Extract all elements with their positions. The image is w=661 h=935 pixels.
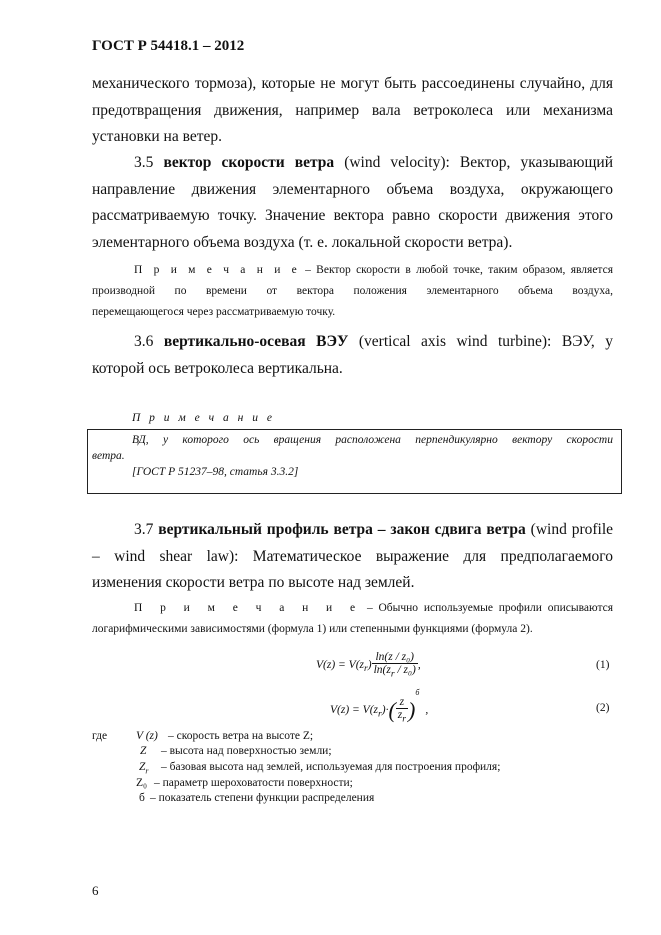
section-number: 3.6 xyxy=(134,333,154,350)
text-line: установки на ветер. xyxy=(92,128,222,145)
fraction-numerator: z xyxy=(396,696,408,709)
formula-sub: r xyxy=(390,668,395,680)
note-label: П р и м е ч а н и е xyxy=(134,264,300,276)
box-line: ВД, у которого ось вращения расположена перпендикулярно вектору скорости xyxy=(132,434,613,446)
box-reference: [ГОСТ Р 51237–98, статья 3.3.2] xyxy=(132,466,299,478)
text-line: логарифмическими зависимостями (формула 1) или степенными функциями (формула 2). xyxy=(92,623,533,635)
section-first-line xyxy=(92,517,613,544)
formula-1: $V(z) = V(z_r)$ $\frac{\text{ln(z / z₀)}}{\ln(z_r / z_0)}$ , xyxy=(316,651,421,680)
formula-sub: r xyxy=(364,663,368,675)
legend-symbol xyxy=(139,761,149,775)
legend-where: где xyxy=(92,730,108,742)
box-note-label: П р и м е ч а н и е xyxy=(132,412,275,424)
legend-symbol: Z xyxy=(140,745,147,757)
term-rest: (wind velocity): Вектор, указывающий xyxy=(344,154,614,171)
section-first-line xyxy=(92,150,613,177)
formula-sub: r xyxy=(378,708,382,720)
legend-symbol: V (z) xyxy=(136,730,158,742)
formula-text: z xyxy=(397,709,403,722)
formula-text: , xyxy=(425,704,429,716)
text-line: которой ось ветроколеса вертикальна. xyxy=(92,359,343,377)
note-first-line xyxy=(92,260,613,281)
note-3-5 xyxy=(92,260,613,323)
note-label: П р и м е ч а н и е xyxy=(134,602,362,614)
page-number: 6 xyxy=(92,883,99,898)
box-line: ветра. xyxy=(92,450,125,462)
text-line: предотвращения движения, например вала ветроколеса или механизма xyxy=(92,101,613,119)
legend-text: – базовая высота над землей, используемая для построения профиля; xyxy=(161,761,501,773)
left-paren: ( xyxy=(388,697,396,723)
text-line: элементарного объема воздуха (т. е. локальной скорости ветра). xyxy=(92,233,513,251)
formula-sub: r xyxy=(402,713,406,725)
formula-text: )· xyxy=(381,704,389,716)
formula-text: / z₀) xyxy=(394,664,416,676)
text-line: перемещающегося через рассматриваемую точку. xyxy=(92,306,336,318)
legend-text: – скорость ветра на высоте Z; xyxy=(168,730,314,742)
fraction-denominator xyxy=(396,709,408,724)
text-line: изменения скорости ветра по высоте над землей. xyxy=(92,574,415,591)
section-3-6 xyxy=(92,329,613,382)
text-line: направление движения элементарного объема воздуха, окружающего xyxy=(92,180,613,198)
exponent: б xyxy=(415,688,420,697)
legend-symbol: б xyxy=(139,792,145,804)
text-line: механического тормоза), которые не могут быть рассоединены случайно, для xyxy=(92,75,613,92)
term-rest: (vertical axis wind turbine): ВЭУ, у xyxy=(358,333,614,350)
note-text: – Вектор скорости в любой точке, таким образом, является xyxy=(305,264,613,276)
formula-text: ln(z xyxy=(373,664,391,676)
fraction-numerator: ln(z / z₀) xyxy=(372,651,418,664)
note-3-7 xyxy=(92,598,613,640)
fraction xyxy=(372,651,418,679)
term: вертикально-осевая ВЭУ xyxy=(163,333,349,350)
intro-paragraph xyxy=(92,71,613,151)
legend-symbol-sub: r xyxy=(145,766,149,776)
note-text: – Обычно используемые профили описываются xyxy=(366,602,613,614)
section-number: 3.5 xyxy=(134,154,154,171)
section-3-7 xyxy=(92,517,613,597)
section-first-line xyxy=(92,329,613,356)
formula-text: , xyxy=(417,658,421,671)
fraction xyxy=(396,696,408,724)
legend-text: – параметр шероховатости поверхности; xyxy=(154,777,353,789)
legend-symbol: Z₀ xyxy=(136,777,148,789)
text-line: производной по времени от вектора положения элементарного объема воздуха, xyxy=(92,285,613,297)
term-rest: (wind profile xyxy=(530,521,614,538)
formula-text: V(z) = V(z xyxy=(330,704,378,716)
formula-2 xyxy=(330,688,428,725)
fraction-denominator xyxy=(372,664,418,679)
formula-number: (2) xyxy=(596,702,610,714)
text-line: – wind shear law): Математическое выражение для предполагаемого xyxy=(92,547,613,565)
text-line: рассматриваемую точку. Значение вектора равно скорости движения этого xyxy=(92,207,613,224)
formula-number: (1) xyxy=(596,659,610,671)
note-first-line xyxy=(92,598,613,619)
section-number: 3.7 xyxy=(134,521,154,538)
section-3-5 xyxy=(92,150,613,256)
legend-symbol-base: Z xyxy=(139,761,146,773)
legend-text: – показатель степени функции распределения xyxy=(150,792,375,804)
document-header: ГОСТ Р 54418.1 – 2012 xyxy=(92,38,245,54)
right-paren: ) xyxy=(408,697,416,723)
term: вектор скорости ветра xyxy=(163,154,335,171)
formula-text: V(z) = V(z xyxy=(316,658,364,671)
term: вертикальный профиль ветра – закон сдвига ветра xyxy=(158,521,526,538)
legend-text: – высота над поверхностью земли; xyxy=(161,745,332,757)
